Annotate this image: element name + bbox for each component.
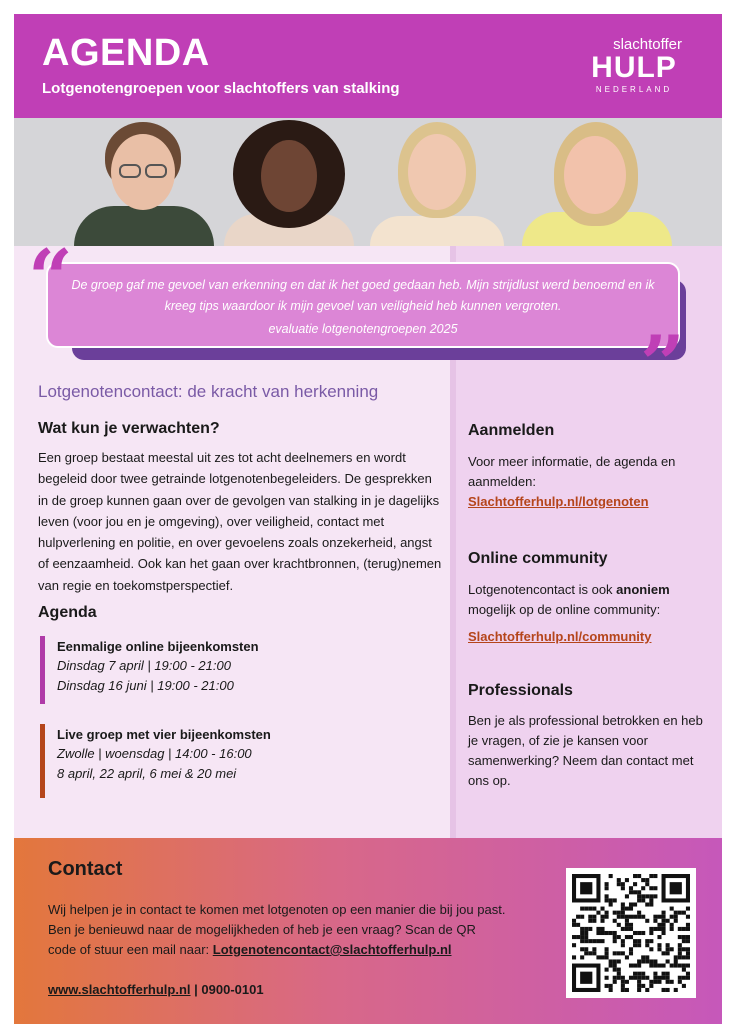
slachtofferhulp-logo: [586, 36, 682, 94]
section-title: Lotgenotencontact: de kracht van herkenning: [38, 382, 379, 401]
qr-code[interactable]: [566, 868, 696, 998]
professionals-heading: Professionals: [468, 682, 573, 699]
contact-footer: [14, 838, 722, 1024]
portrait-3: [362, 118, 512, 246]
header-banner: [14, 14, 722, 118]
contact-body: [48, 900, 506, 960]
community-text-pre: Lotgenotencontact is ook: [468, 582, 617, 597]
portrait-1: [69, 118, 219, 246]
qr-code-graphic: [572, 874, 690, 992]
page-title: AGENDA: [42, 32, 210, 74]
community-text-post: mogelijk op de online community:: [468, 602, 661, 617]
testimonial-quote: [46, 262, 680, 348]
event-dates: 8 april, 22 april, 6 mei & 20 mei: [57, 766, 237, 781]
website-link[interactable]: www.slachtofferhulp.nl: [48, 982, 191, 997]
expect-body: Een groep bestaat meestal uit zes tot acht deelnemers en wordt begeleid door twee getrainde lotgenotenbegeleiders. De gesprekken in de groep kunnen gaan over de gevolgen van stalking in je dagelijks leven (voor jou en je omgeving), over veiligheid, contact met hulpverlening en politie, en over gevoelens zoals onzekerheid, angst of eenzaamheid. Ook kan het gaan over krachtbronnen, (terug)nemen van regie en toekomstperspectief.: [38, 450, 442, 593]
professionals-body: Ben je als professional betrokken en heb je vragen, of zie je kansen voor samenwerking? Neem dan contact met ons op.: [468, 713, 703, 788]
event-date: Dinsdag 16 juni | 19:00 - 21:00: [57, 678, 234, 693]
event-location-time: Zwolle | woensdag | 14:00 - 16:00: [57, 746, 252, 761]
expect-heading: Wat kun je verwachten?: [38, 420, 220, 437]
signup-text: Voor meer informatie, de agenda en aanmelden:: [468, 454, 676, 489]
quote-text: De groep gaf me gevoel van erkenning en dat ik het goed gedaan heb. Mijn strijdlust werd benoemd en ik kreeg tips waardoor ik mijn gevoel van veiligheid heb kunnen vergroten.: [71, 278, 655, 313]
portrait-photo-band: [14, 118, 722, 246]
quote-source: evaluatie lotgenotengroepen 2025: [268, 322, 458, 336]
contact-text: Wij helpen je in contact te komen met lotgenoten op een manier die bij jou past. Ben je benieuwd naar de mogelijkheden of heb je een vraag? Scan de QR code of stuur een mail naar:: [48, 902, 506, 957]
logo-bottom-text: NEDERLAND: [595, 85, 673, 94]
community-link[interactable]: Slachtofferhulp.nl/community: [468, 629, 652, 644]
contact-email-link[interactable]: Lotgenotencontact@slachtofferhulp.nl: [212, 942, 452, 957]
event-title: Live groep met vier bijeenkomsten: [57, 727, 271, 742]
agenda-event-online: [40, 636, 259, 704]
portrait-4: [514, 118, 674, 246]
portrait-2: [219, 118, 359, 246]
event-date: Dinsdag 7 april | 19:00 - 21:00: [57, 658, 231, 673]
agenda-heading: Agenda: [38, 604, 97, 621]
phone-number: 0900-0101: [201, 982, 264, 997]
contact-heading: Contact: [48, 858, 123, 880]
community-text-bold: anoniem: [616, 582, 670, 597]
signup-body: [468, 452, 704, 512]
logo-main-text: HULP: [591, 51, 677, 84]
agenda-event-live: [40, 724, 271, 798]
footer-separator: |: [190, 982, 202, 997]
contact-footer-line: [48, 982, 264, 997]
open-quote-icon: “: [28, 233, 73, 324]
close-quote-icon: ”: [640, 319, 685, 410]
logo-top-text: slachtoffer: [613, 36, 682, 53]
signup-link[interactable]: Slachtofferhulp.nl/lotgenoten: [468, 494, 649, 509]
signup-heading: Aanmelden: [468, 422, 555, 439]
page-subtitle: Lotgenotengroepen voor slachtoffers van stalking: [42, 80, 400, 97]
community-heading: Online community: [468, 550, 608, 567]
event-title: Eenmalige online bijeenkomsten: [57, 639, 259, 654]
community-body: [468, 580, 704, 620]
community-link-wrap: [468, 627, 704, 647]
